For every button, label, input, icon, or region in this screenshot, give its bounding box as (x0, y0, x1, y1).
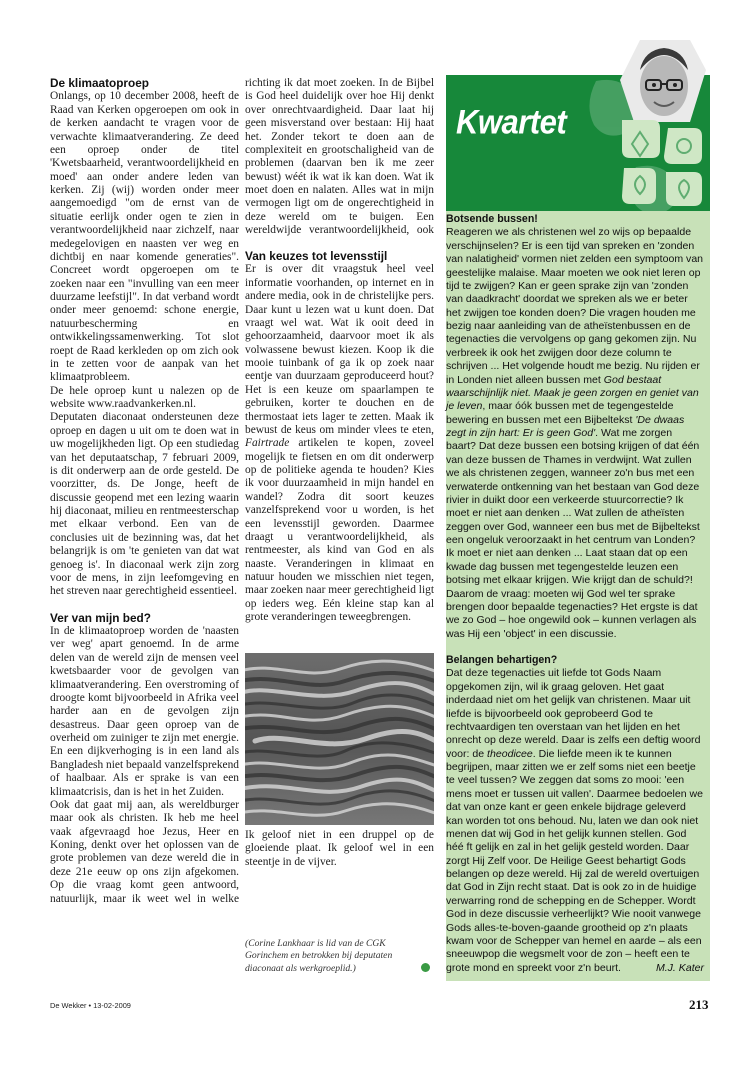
paragraph: Er is over dit vraagstuk heel veel informatie voorhanden, op internet en in andere media, ook in de christelijke pers. Daar kunt u lezen wat u kunt doen. Dat vraagt wel wat. Wat ik ooit deed in gehoorzaamheid, daarvoor moet ik als volwassene bewust kiezen. Koop ik die mooie tuinbank of ga ik op zoek naar eentje van duurzaam geproduceerd hout? Het is een keuze om spaarlampen te gebruiken, korter te douchen en de thermostaat iets lager te zetten. Maak ik bewust de keus om minder vlees te eten, Fairtrade artikelen te kopen, zoveel mogelijk te fietsen en om dit onderwerp op de politieke agenda te houden? Kies ik voor duurzaamheid in mijn handel en wandel? Zodra dit soort keuzes vanzelfsprekend voor u worden, is het een levensstijl geworden. Daarmee draagt u verantwoordelijkheid, als rentmeester, als kind van God en als naaste. Veranderingen in klimaat en natuur houden we misschien niet tegen, maar zoeken naar meer gerechtigheid ligt op ieders weg. Eén kleine stap kan al grote veranderingen teweegbrengen. (245, 263, 434, 624)
author-note: (Corine Lankhaar is lid van de CGK Gorinchem en betrokken bij deputaten diaconaat als werkgroeplid.) (245, 938, 393, 974)
page-number: 213 (689, 997, 709, 1012)
closing-paragraph: Ik geloof niet in een druppel op de gloeiende plaat. Ik geloof wel in een steentje in de vijver. (245, 829, 434, 868)
card-suits-decoration (614, 112, 710, 208)
kwartet-column (446, 213, 704, 975)
heading-ver-van-mijn-bed: Ver van mijn bed? (50, 610, 151, 625)
paragraph: Ook dat gaat mij aan, als wereldburger maar ook als christen. Ik heb me heel vaak afgevraagd hoe Jezus, Heer en Koning, denkt over het oplossen van de grote problemen van deze wereld die in deze 21e eeuw op ons zijn afgekomen. Op die vraag komt geen antwoord, natuurlijk, maar ik weet wel in welke (50, 798, 239, 905)
heading-van-keuzes-tot-levensstijl: Van keuzes tot levensstijl (245, 249, 388, 263)
paragraph: De hele oproep kunt u nalezen op de website www.raadvankerken.nl. (50, 384, 239, 411)
kwartet-title: Kwartet (456, 102, 567, 142)
water-ripples-photo (245, 653, 434, 825)
article-column-1 (50, 77, 239, 906)
paragraph: Onlangs, op 10 december 2008, heeft de Raad van Kerken opgeroepen om ook in de kerken aandacht te vragen voor de verwachte klimaatverandering. Ze deed een oproep onder de titel 'Kwetsbaarheid, verantwoordelijkheid en moed' aan onder andere leden van kerken. Zij (wij) worden onder meer aangemoedigd "om de ernst van de situatie eerlijk onder ogen te zien in verantwoordelijkheid naar zichzelf, naar medegelovigen en naasten ver weg en dichtbij en naar komende generaties". Concreet wordt opgeroepen om te zoeken naar een "invulling van een meer duurzame leefstijl". In dat verband wordt onder meer genoemd: schone energie, natuurbescherming en ontwikkelingssamenwerking. Tot slot roept de Raad kerkleden op om zich ook in te zetten voor de aanpak van het klimaatprobleem. (50, 90, 239, 384)
heading-botsende-bussen: Botsende bussen! (446, 213, 538, 225)
paragraph: Dat deze tegenacties uit liefde tot Gods Naam opgekomen zijn, wil ik graag geloven. Het gaat inderdaad niet om het gelijk van christenen. Maar uit liefde is bijvoorbeeld ook geprobeerd God te rechtvaardigen ten overstaan van het lijden en het onrecht op deze wereld. Daar is zelfs een deftig woord voor: de theodicee. Die liefde meen ik te kunnen begrijpen, maar zitten we er zelf soms niet een beetje te veel tussen? We zeggen dat soms zo mooi: 'een mens moet er tussen uit vallen'. Daarmee bedoelen we dat van onze kant er geen enkele bijdrage geleverd kan worden tot ons behoud. Nu, laten we dan ook niet menen dat wij God in het gelijk kunnen stellen. God héé ft gelijk en zal in het gelijk gesteld worden. Daar zorgt Hij Zelf voor. De Heilige Geest behartigt Gods belangen op deze wereld. Hij zal de wereld overtuigen dat God in Zijn recht staat. Dat is ook zo in de huidige verwarring rond de schepping en de Schepper. Wordt God in deze discussie verheerlijkt? Wie nooit vanwege Gods alles-te-boven-gaande grootheid op z'n plaats kwam voor de Schepper van hemel en aarde – als een sneeuwpop die wegsmelt voor de zon – heeft een te grote mond en spreekt voor z'n beurt. (446, 667, 704, 974)
paragraph: Deputaten diaconaat ondersteunen deze oproep en dagen u uit om te doen wat in uw mogelijkheden ligt. Op een studiedag van het deputaatschap, 7 februari 2009, is dit onderwerp aan de orde gesteld. De voorzitter, ds. De Jonge, heeft de discussie geopend met een lezing waarin hij diaconaat, milieu en rentmeesterschap met elkaar verbond. Een van de conclusies uit de bezinning was, dat het belangrijk is om 'te genieten van dat wat genoeg is'. In diaconaal werk zijn zorg voor de mens, in zijn leefomgeving en het streven naar gerechtigheid essentieel. (50, 411, 239, 598)
footer-publication: De Wekker • 13-02-2009 (50, 1001, 131, 1010)
end-mark-icon (421, 963, 430, 972)
article-column-2 (245, 77, 434, 625)
author-portrait (620, 40, 706, 122)
paragraph: In de klimaatoproep worden de 'naasten ver weg' apart genoemd. In de arme delen van de wereld zijn de mensen veel kwetsbaarder voor de gevolgen van klimaatverandering. Een overstroming of droogte komt bijvoorbeeld in Afrika veel harder aan en de gevolgen zijn desastreus. Daar geen oproep van de overheid om zuiniger te zijn met energie. En een dijkverhoging is in een land als Bangladesh niet bepaald vanzelfsprekend of haalbaar. Als er sprake is van een klimaatcrisis, dan is het in het Zuiden. (50, 625, 239, 798)
heading-belangen-behartigen: Belangen behartigen? (446, 654, 558, 666)
paragraph: Reageren we als christenen wel zo wijs op bepaalde verschijnselen? Er is een tijd van spreken en 'zonden van nalatigheid' vormen niet zelden een symptoom van geestelijke malaise. Maar moeten we ook niet leren op tijd te zwijgen? Kan er geen sprake zijn van 'zonden van daadkracht' doordat we spreken als we er beter het zwijgen toe konden doen? Die vragen houden me bezig naar aanleiding van de atheïstenbussen en de tegenacties die vervolgens op gang gekomen zijn. Nu verbreek ik ook het zwijgen door deze column te schrijven ... Het volgende houdt me bezig. Nu rijden er in Londen niet alleen bussen met God bestaat waarschijnlijk niet. Maak je geen zorgen en geniet van je leven, maar óók bussen met de tegengestelde bewering en bussen met een Bijbeltekst 'De dwaas zegt in zijn hart: Er is geen God'. Wat me zorgen baart? Dat deze bussen een botsing krijgen of dat één van deze bussen de Thames in verdwijnt. Wat zullen we als christenen zeggen, wanneer zo'n bus met een verwaterde ontkenning van het bestaan van God deze rivier in duikt door een verkeerde stuurcorrectie? Ik moet er niet aan denken ... Wat zullen de atheïsten zeggen over God, wanneer een bus met de Bijbeltekst een ongeluk veroorzaakt in het centrum van Londen? Ik moet er niet aan denken ... Laat staan dat op een kwade dag bussen met tegengestelde leuzen een botsing met elkaar krijgen. Wie krijgt dan de schuld?! Daarom de vraag: moeten wij God wel ter sprake brengen door bepaalde tegenacties? Het ergste is dat we zo God – hoe ongewild ook – kunnen verlagen als was Hij een 'object' in een discussie. (446, 226, 704, 640)
author-signature: M.J. Kater (655, 961, 704, 974)
heading-klimaatoproep: De klimaatoproep (50, 76, 149, 90)
paragraph-continuation: richting ik dat moet zoeken. In de Bijbel is God heel duidelijk over hoe Hij denkt over onrechtvaardigheid. Daar laat hij geen misverstand over bestaan: Hij haat het. Zonder tekort te doen aan de complexiteit en grootschaligheid van de problemen (daarvan ben ik me zeer bewust) wéét ik wat ik kan doen. Wat ik moet doen en nalaten. Alles wat in mijn vermogen ligt om de ongerechtigheid in deze wereld om te buigen. Een wereldwijde verantwoordelijkheid, ook (245, 77, 434, 237)
